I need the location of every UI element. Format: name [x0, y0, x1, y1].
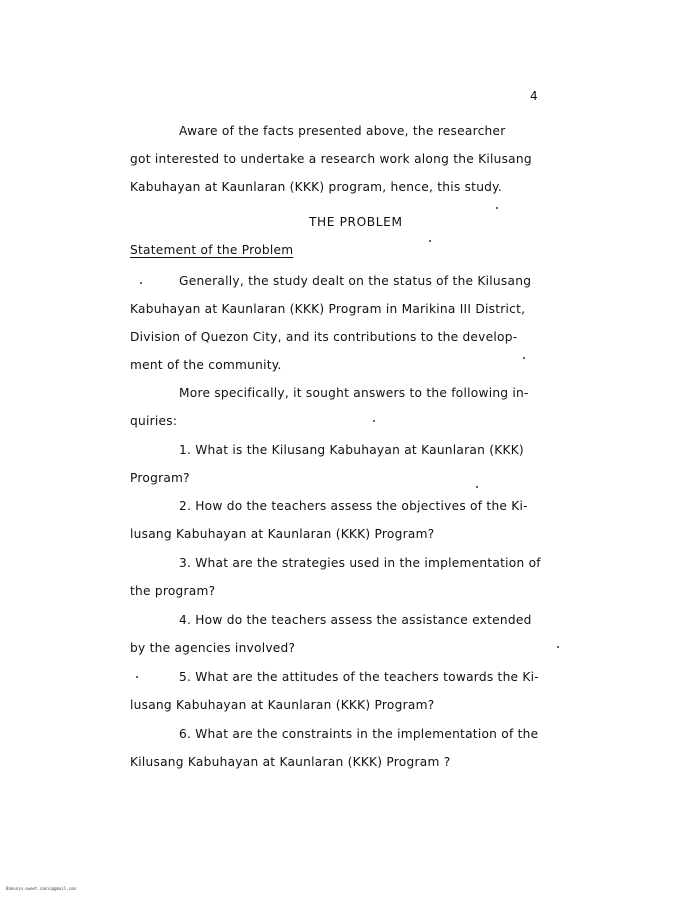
- question-2-line-2: lusang Kabuhayan at Kaunlaran (KKK) Program?: [130, 527, 435, 541]
- scan-speck: [557, 646, 559, 648]
- text-line-10: More specifically, it sought answers to the following in-: [179, 386, 529, 400]
- section-heading: THE PROBLEM: [309, 215, 403, 229]
- scan-speck: [136, 676, 138, 678]
- question-5-line-1: 5. What are the attitudes of the teachers towards the Ki-: [179, 670, 539, 684]
- text-line-6: Generally, the study dealt on the status of the Kilusang: [179, 274, 532, 288]
- question-3-line-2: the program?: [130, 584, 216, 598]
- text-line-3: Kabuhayan at Kaunlaran (KKK) program, hence, this study.: [130, 180, 502, 194]
- subsection-heading: Statement of the Problem: [130, 243, 294, 257]
- scan-speck: [496, 207, 498, 209]
- scan-speck: [523, 357, 525, 359]
- scan-speck: [140, 282, 142, 284]
- scan-speck: [429, 240, 431, 242]
- scan-footer: Bakunin.sweet.comic@gmail.com: [6, 886, 76, 891]
- question-1-line-1: 1. What is the Kilusang Kabuhayan at Kaunlaran (KKK): [179, 443, 524, 457]
- page-number: 4: [530, 89, 538, 103]
- scan-speck: [373, 420, 375, 422]
- question-4-line-1: 4. How do the teachers assess the assistance extended: [179, 613, 532, 627]
- question-4-line-2: by the agencies involved?: [130, 641, 296, 655]
- text-line-7: Kabuhayan at Kaunlaran (KKK) Program in Marikina III District,: [130, 302, 526, 316]
- text-line-1: Aware of the facts presented above, the researcher: [179, 124, 506, 138]
- question-6-line-2: Kilusang Kabuhayan at Kaunlaran (KKK) Program ?: [130, 755, 451, 769]
- text-line-2: got interested to undertake a research work along the Kilusang: [130, 152, 532, 166]
- scan-speck: [476, 486, 478, 488]
- question-5-line-2: lusang Kabuhayan at Kaunlaran (KKK) Program?: [130, 698, 435, 712]
- question-1-line-2: Program?: [130, 471, 190, 485]
- text-line-11: quiries:: [130, 414, 178, 428]
- question-6-line-1: 6. What are the constraints in the implementation of the: [179, 727, 539, 741]
- text-line-8: Division of Quezon City, and its contributions to the develop-: [130, 330, 518, 344]
- text-line-9: ment of the community.: [130, 358, 282, 372]
- question-2-line-1: 2. How do the teachers assess the objectives of the Ki-: [179, 499, 528, 513]
- question-3-line-1: 3. What are the strategies used in the implementation of: [179, 556, 541, 570]
